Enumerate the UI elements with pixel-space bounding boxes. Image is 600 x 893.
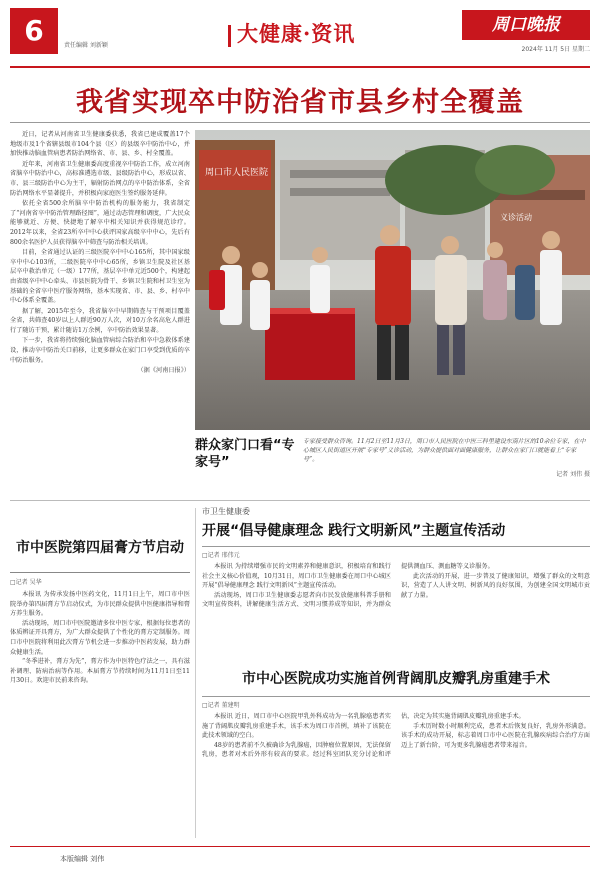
section-bar-icon bbox=[228, 25, 231, 47]
page-header bbox=[10, 8, 590, 66]
article1-paragraph: 活动现场，周口市卫生健康委志愿者向市民发放健康科普手册和文明宣传资料，讲解健康生活方式、文明习惯养成等知识，并为群众提供测血压、测血糖等义诊服务。 bbox=[202, 563, 494, 609]
tcm-paragraph: 本报讯 为传承发扬中医药文化，11月1日上午，周口市中医院举办第四届膏方节启动仪式，为市民群众提供中医健康指导和膏方养生服务。 bbox=[10, 591, 190, 618]
article2-title: 市中心医院成功实施首例背阔肌皮瓣乳房重建手术 bbox=[242, 671, 550, 687]
article2-paragraph: 本报讯 近日，周口市中心医院甲乳外科成功为一名乳腺癌患者实施了背阔肌皮瓣乳房重建手术，该手术为周口市首例，填补了该院在此技术领域的空白。 bbox=[202, 713, 391, 740]
article1-kicker: 市卫生健康委 bbox=[202, 507, 250, 516]
photo-credit: 记者 刘伟 摄 bbox=[556, 471, 590, 478]
tcm-article-body bbox=[10, 590, 190, 686]
article2-body bbox=[202, 712, 590, 760]
caption-text: 专家接受群众咨询。11月2日至11月3日，周口市人民医院在中医三科里建设东南片区的10余位专家，在中心城区人民街道区开展“专家号”义诊活动，为群众提供面对面健康服务，让群众在家门口就能看上“专家号”。 bbox=[303, 438, 586, 463]
issue-date: 2024年 11月 5日 星期二 bbox=[521, 46, 590, 53]
health-campaign-article bbox=[202, 506, 590, 656]
section-title-text: 大健康·资讯 bbox=[237, 21, 356, 46]
breast-reconstruction-article bbox=[202, 662, 590, 838]
main-headline: 我省实现卒中防治省市县乡村全覆盖 bbox=[76, 87, 524, 118]
column-divider bbox=[195, 508, 196, 838]
main-paragraph: 依托全省500余所脑卒中防治机构的服务能力，我省制定了“河南省卒中防治管理路径图”，通过动态管理和调度，广大民众能够就近、方便、快捷地了解卒中相关知识并获得规范诊疗。2012年以来，全省23所卒中中心获评国家高级卒中中心，先后有800余名医护人员获得脑卒中筛查与防治相关培训。 bbox=[10, 200, 190, 246]
main-source: （据《河南日报》） bbox=[137, 367, 190, 375]
tcm-divider bbox=[10, 572, 190, 573]
article1-reporter: □记者 邢伟元 bbox=[202, 546, 590, 559]
tcm-paragraph: 活动现场，周口市中医院邀请多位中医专家，根据每位患者的体质辨证开具膏方，为广大群众提供了个性化的膏方定制服务。周口市中医院将利用此次膏方节机会进一步推动中医药发展，助力群众健康生活。 bbox=[10, 619, 190, 656]
tcm-paragraph: “冬季进补，膏方为先”，膏方作为中医特色疗法之一，具有滋补调理、防病治病等作用。本届膏方节持续时间为11月1日至11月30日。欢迎市民前来咨询。 bbox=[10, 658, 190, 685]
header-divider bbox=[10, 66, 590, 68]
article1-paragraph: 此次活动的开展，进一步普及了健康知识，增强了群众的文明意识，营造了人人讲文明、树新风的良好氛围，为创建全国文明城市贡献了力量。 bbox=[401, 572, 590, 599]
news-photo-illustration bbox=[195, 130, 590, 430]
main-article-body bbox=[10, 130, 190, 510]
banner-right-text: 义诊活动 bbox=[500, 213, 532, 222]
article1-title: 开展“倡导健康理念 践行文明新风”主题宣传活动 bbox=[202, 523, 506, 539]
section-divider bbox=[10, 500, 590, 501]
main-paragraph: 目前，全省通过认证的三级医院卒中中心165所，其中国家级卒中中心103所，二级医院卒中中心65所，乡镇卫生院及社区基层卒中救治单元（一级）177所，基层卒中单元近500个，构建起由省级卒中中心牵头、市县医院为骨干、乡镇卫生院和村卫生室为基础的全省卒中医疗服务网络，基本实现省、市、县、乡、村卒中中心体系全覆盖。 bbox=[10, 249, 190, 305]
main-paragraph: 近年来，河南省卫生健康委高度重视卒中防治工作，成立河南省脑卒中防治中心，高标准遴选市级、县级防治中心，形成以省、市、县三级防治中心为主干，辐射防治网点的卒中防治体系，全省防治网络水平显著提升，并积极向家庭医生签约服务延伸。 bbox=[10, 160, 190, 197]
banner-left-text: 周口市人民医院 bbox=[205, 168, 269, 178]
footer-editor: 本版编辑 刘伟 bbox=[60, 855, 105, 863]
photo-caption bbox=[195, 433, 590, 485]
article1-paragraph: 本报讯 为持续增强市民的文明素养和健康意识，积极培育和践行社会主义核心价值观，10月31日，周口市卫生健康委在周口中心城区开展“倡导健康理念 践行文明新风”主题宣传活动。 bbox=[202, 563, 391, 590]
tcm-article-title: 市中医院第四届膏方节启动 bbox=[16, 540, 184, 556]
page-number: 6 bbox=[10, 8, 58, 54]
article2-paragraph: 手术历时数小时顺利完成，患者术后恢复良好，乳房外形满意。该手术的成功开展，标志着周口市中心医院在乳腺疾病综合治疗方面迈上了新台阶，可为更多乳腺癌患者带来福音。 bbox=[401, 722, 590, 749]
news-photo bbox=[195, 130, 590, 430]
article2-paragraph: 48岁的患者前不久被确诊为乳腺癌，因肿瘤位置原因，无法保留乳房，患者对术后外形有较高的要求。经过科室团队充分讨论和评估，决定为其实施背阔肌皮瓣乳房重建手术。 bbox=[202, 713, 525, 759]
editors-line: 责任编辑 刘新颖 bbox=[64, 42, 108, 49]
tcm-article bbox=[10, 508, 190, 838]
section-title bbox=[228, 18, 355, 48]
tcm-reporter: □记者 吴华 bbox=[10, 579, 42, 586]
caption-title: 群众家门口看“专家号” bbox=[195, 438, 295, 470]
main-paragraph: 下一步，我省将持续强化脑血管病综合防治和卒中急救体系建设，推动卒中防治关口前移，让更多群众在家门口享受到优质的卒中防治服务。 bbox=[10, 337, 190, 364]
masthead-logo: 周口晚报 bbox=[462, 10, 590, 40]
main-paragraph: 近日，记者从河南省卫生健康委获悉，我省已建成覆盖17个地级市及1个省辖县级市104个县（区）的县级卒中防治中心，并加快推动脑血管病患者防治网络省、市、县、乡、村全覆盖。 bbox=[10, 131, 190, 158]
footer-divider bbox=[10, 846, 590, 847]
headline-divider bbox=[10, 122, 590, 123]
main-paragraph: 据了解，2015年至今，我省脑卒中早期筛查与干预项目覆盖全省，共筛查40岁以上人群近90万人次，对10万余名高危人群进行了随访干预，累计随访1万余例，卒中防治效果显著。 bbox=[10, 307, 190, 334]
article1-body bbox=[202, 562, 590, 610]
article2-reporter: □记者 董建明 bbox=[202, 696, 590, 709]
